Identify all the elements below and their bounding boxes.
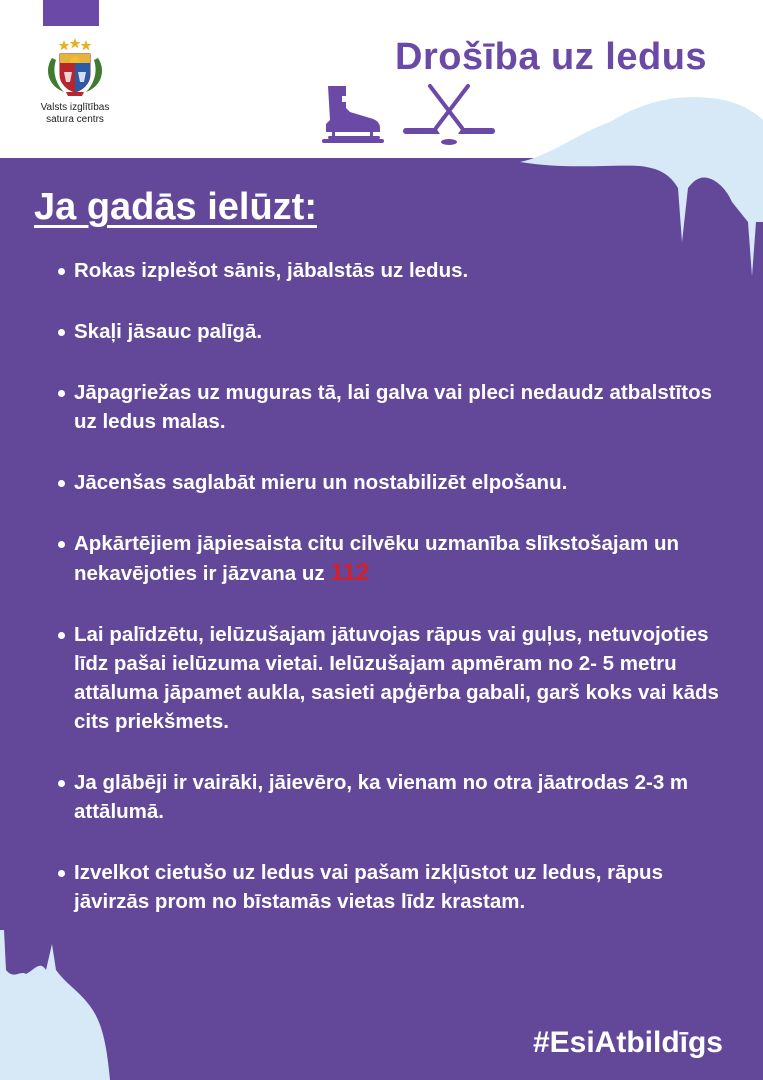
list-item-text: Jāpagriežas uz muguras tā, lai galva vai pleci nedaudz atbalstītos uz ledus malas.: [74, 381, 712, 433]
bullet-icon: [58, 870, 65, 877]
bullet-icon: [58, 632, 65, 639]
coat-of-arms-icon: [42, 38, 108, 98]
ice-drip-left: [0, 930, 110, 1080]
organization-name-line1: Valsts izglītības: [40, 102, 110, 113]
bullet-icon: [58, 541, 65, 548]
header: [0, 0, 763, 158]
instructions-list: [58, 256, 738, 948]
list-item: [58, 529, 738, 588]
list-item: [58, 620, 738, 736]
bullet-icon: [58, 480, 65, 487]
bullet-icon: [58, 329, 65, 336]
hockey-sticks-icon: [402, 84, 498, 148]
section-heading: Ja gadās ielūzt:: [34, 186, 317, 228]
list-item-text: Lai palīdzētu, ielūzušajam jātuvojas rāpus vai guļus, netuvojoties līdz pašai ielūzuma vietai. Ielūzušajam apmēram no 2- 5 metru attāluma jāpamet aukla, sasieti apģērba gabali, garš koks vai kāds cits priekšmets.: [74, 623, 719, 733]
top-accent-bar: [43, 0, 99, 26]
list-item-text: Rokas izplešot sānis, jābalstās uz ledus.: [74, 259, 469, 282]
emergency-number: 112: [330, 559, 370, 586]
list-item: [58, 468, 738, 497]
bullet-icon: [58, 390, 65, 397]
hashtag: #EsiAtbildīgs: [532, 1026, 723, 1059]
ice-skate-icon: [322, 84, 384, 148]
page-title: Drošība uz ledus: [395, 36, 708, 78]
list-item: [58, 768, 738, 826]
list-item-text: Ja glābēji ir vairāki, jāievēro, ka vienam no otra jāatrodas 2-3 m attālumā.: [74, 771, 689, 823]
bullet-icon: [58, 268, 65, 275]
organization-name-line2: satura centrs: [46, 114, 104, 125]
list-item: [58, 378, 738, 436]
bullet-icon: [58, 780, 65, 787]
list-item-text: Apkārtējiem jāpiesaista citu cilvēku uzmanība slīkstošajam un nekavējoties ir jāzvana uz: [74, 532, 679, 585]
organization-logo: [30, 38, 120, 130]
list-item: [58, 317, 738, 346]
list-item: [58, 256, 738, 285]
organization-name: [30, 102, 120, 126]
list-item: [58, 858, 738, 916]
list-item-text: Jācenšas saglabāt mieru un nostabilizēt elpošanu.: [74, 471, 568, 494]
list-item-text: Skaļi jāsauc palīgā.: [74, 320, 263, 343]
list-item-text: Izvelkot cietušo uz ledus vai pašam izkļūstot uz ledus, rāpus jāvirzās prom no bīstamās vietas līdz krastam.: [74, 861, 663, 913]
